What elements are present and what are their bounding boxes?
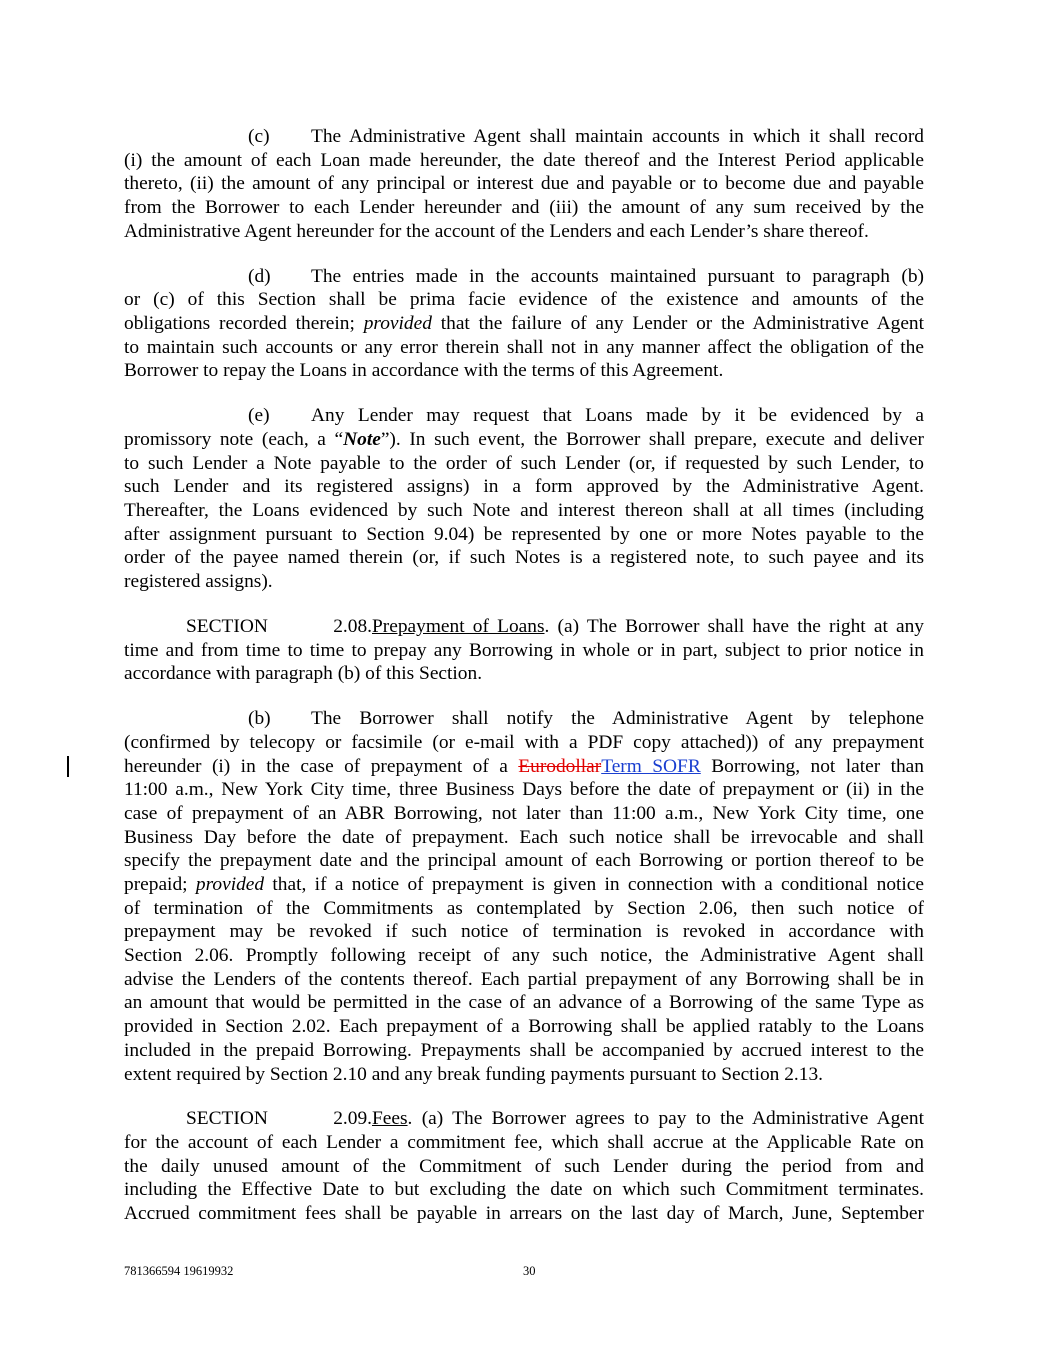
text-line (124, 1202, 924, 1226)
line-text: Section 2.06. Promptly following receipt of any such notice, the Administrative Agent shall (124, 945, 924, 967)
text-line (124, 897, 924, 921)
line-text: hereunder (i) in the case of prepayment of a (124, 755, 519, 777)
line-text: . (a) The Borrower agrees to pay to the Administrative Agent (407, 1108, 924, 1130)
text-line (124, 196, 924, 220)
text-line (124, 452, 924, 476)
text-line (124, 1155, 924, 1179)
text-line (124, 615, 924, 639)
text-line (124, 428, 924, 452)
line-text: to maintain such accounts or any error therein shall not in any manner affect the obligation of the (124, 336, 924, 358)
line-text: Borrower to repay the Loans in accordance with the terms of this Agreement. (124, 360, 724, 382)
italic-term: provided (363, 313, 432, 334)
line-text: that, if a notice of prepayment is given in connection with a conditional notice (264, 874, 924, 895)
text-line (124, 778, 924, 802)
section-number: SECTION 2.08. (186, 615, 372, 637)
line-text: an amount that would be permitted in the case of an advance of a Borrowing of the same Type as (124, 992, 924, 1014)
line-text: The Borrower shall notify the Administrative Agent by telephone (311, 708, 924, 730)
line-text: Any Lender may request that Loans made by it be evidenced by a (311, 405, 924, 427)
text-line (124, 265, 924, 289)
line-text: provided in Section 2.02. Each prepayment of a Borrowing shall be applied ratably to the Loans (124, 1016, 924, 1038)
text-line (124, 873, 924, 897)
document-id: 781366594 19619932 (124, 1264, 234, 1278)
line-text: accordance with paragraph (b) of this Section. (124, 663, 483, 685)
line-text: for the account of each Lender a commitment fee, which shall accrue at the Applicable Rate on (124, 1132, 924, 1154)
line-text: prepaid; (124, 874, 196, 895)
text-line (124, 499, 924, 523)
text-line (124, 1015, 924, 1039)
line-text: 11:00 a.m., New York City time, three Business Days before the date of prepayment or (ii) in the (124, 779, 924, 801)
text-line (124, 1178, 924, 1202)
section-heading: Fees (372, 1108, 408, 1130)
text-line (124, 920, 924, 944)
line-text: Accrued commitment fees shall be payable in arrears on the last day of March, June, September (124, 1203, 924, 1225)
line-text: or (c) of this Section shall be prima facie evidence of the existence and amounts of the (124, 289, 924, 311)
subparagraph (124, 125, 924, 243)
line-text: Administrative Agent hereunder for the account of the Lenders and each Lender’s share thereof. (124, 220, 869, 242)
section-number: SECTION 2.09. (186, 1108, 372, 1130)
line-text: extent required by Section 2.10 and any break funding payments pursuant to Section 2.13. (124, 1063, 823, 1085)
text-line (124, 359, 924, 383)
text-line (124, 802, 924, 826)
line-text: the daily unused amount of the Commitment of such Lender during the period from and (124, 1155, 924, 1177)
line-text: The entries made in the accounts maintained pursuant to paragraph (b) (311, 265, 924, 287)
paragraph-label: (b) (248, 708, 271, 730)
page-number: 30 (523, 1264, 536, 1278)
text-line (124, 172, 924, 196)
paragraph-label: (c) (248, 126, 270, 147)
text-line (124, 336, 924, 360)
inserted-text: Term SOFR (601, 755, 701, 777)
subparagraph (124, 404, 924, 594)
text-line (124, 1063, 924, 1087)
text-line (124, 944, 924, 968)
text-line (124, 1039, 924, 1063)
subparagraph (124, 265, 924, 383)
line-text: after assignment pursuant to Section 9.04) be represented by one or more Notes payable to the (124, 523, 924, 545)
line-text: thereto, (ii) the amount of any principal or interest due and payable or to become due and payable (124, 173, 924, 195)
line-text: to such Lender a Note payable to the order of such Lender (or, if requested by such Lender, to (124, 452, 924, 474)
text-line (124, 826, 924, 850)
text-line (124, 475, 924, 499)
italic-term: provided (195, 874, 265, 895)
line-text: included in the prepaid Borrowing. Prepayments shall be accompanied by accrued interest to the (124, 1039, 924, 1061)
text-line (124, 662, 924, 686)
line-text: Borrowing, not later than (700, 755, 924, 777)
text-line (124, 968, 924, 992)
section-heading: Prepayment of Loans (372, 615, 545, 637)
line-text: advise the Lenders of the contents thereof. Each partial prepayment of any Borrowing shall be in (124, 968, 924, 990)
line-text: Business Day before the date of prepayment. Each such notice shall be irrevocable and shall (124, 826, 924, 848)
line-text: (i) the amount of each Loan made hereunder, the date thereof and the Interest Period applicable (124, 149, 924, 171)
line-text: promissory note (each, a “ (124, 428, 344, 450)
line-text: case of prepayment of an ABR Borrowing, not later than 11:00 a.m., New York City time, one (124, 802, 924, 824)
text-line (124, 731, 924, 755)
subparagraph (124, 707, 924, 1086)
line-text: The Administrative Agent shall maintain accounts in which it shall record (311, 126, 924, 147)
line-text: (confirmed by telecopy or facsimile (or e-mail with a PDF copy attached)) of any prepayment (124, 731, 924, 753)
line-text: time and from time to time to prepay any Borrowing in whole or in part, subject to prior notice in (124, 639, 924, 661)
text-line (124, 1131, 924, 1155)
document-body (124, 125, 924, 1247)
text-line (124, 849, 924, 873)
line-text: including the Effective Date to but excluding the date on which such Commitment terminates. (124, 1179, 924, 1201)
line-text: that the failure of any Lender or the Administrative Agent (431, 313, 925, 334)
line-text: Thereafter, the Loans evidenced by such Note and interest thereon shall at all times (including (124, 500, 924, 521)
text-line (124, 312, 924, 336)
line-text: order of the payee named therein (or, if such Notes is a registered note, to such payee and its (124, 547, 924, 569)
text-line (124, 288, 924, 312)
section-paragraph (124, 1107, 924, 1225)
text-line (124, 755, 924, 779)
text-line (124, 220, 924, 244)
line-text: obligations recorded therein; (124, 313, 364, 334)
text-line (124, 523, 924, 547)
paragraph-label: (d) (248, 265, 271, 287)
text-line (124, 707, 924, 731)
text-line (124, 149, 924, 173)
text-line (124, 570, 924, 594)
paragraph-label: (e) (248, 405, 270, 427)
deleted-text: Eurodollar (518, 755, 602, 777)
line-text: registered assigns). (124, 571, 273, 593)
text-line (124, 546, 924, 570)
line-text: such Lender and its registered assigns) in a form approved by the Administrative Agent. (124, 476, 924, 498)
text-line (124, 125, 924, 149)
text-line (124, 639, 924, 663)
text-line (124, 1107, 924, 1131)
line-text: from the Borrower to each Lender hereunder and (iii) the amount of any sum received by the (124, 197, 924, 219)
text-line (124, 404, 924, 428)
line-text: ”). In such event, the Borrower shall prepare, execute and deliver (380, 428, 924, 450)
text-line (124, 991, 924, 1015)
line-text: . (a) The Borrower shall have the right at any (544, 615, 924, 637)
defined-term: Note (343, 428, 381, 450)
change-bar (67, 756, 69, 777)
line-text: prepayment may be revoked if such notice of termination is revoked in accordance with (124, 921, 924, 943)
line-text: specify the prepayment date and the principal amount of each Borrowing or portion thereof to be (124, 850, 924, 872)
line-text: of termination of the Commitments as contemplated by Section 2.06, then such notice of (124, 897, 924, 919)
section-paragraph (124, 615, 924, 686)
